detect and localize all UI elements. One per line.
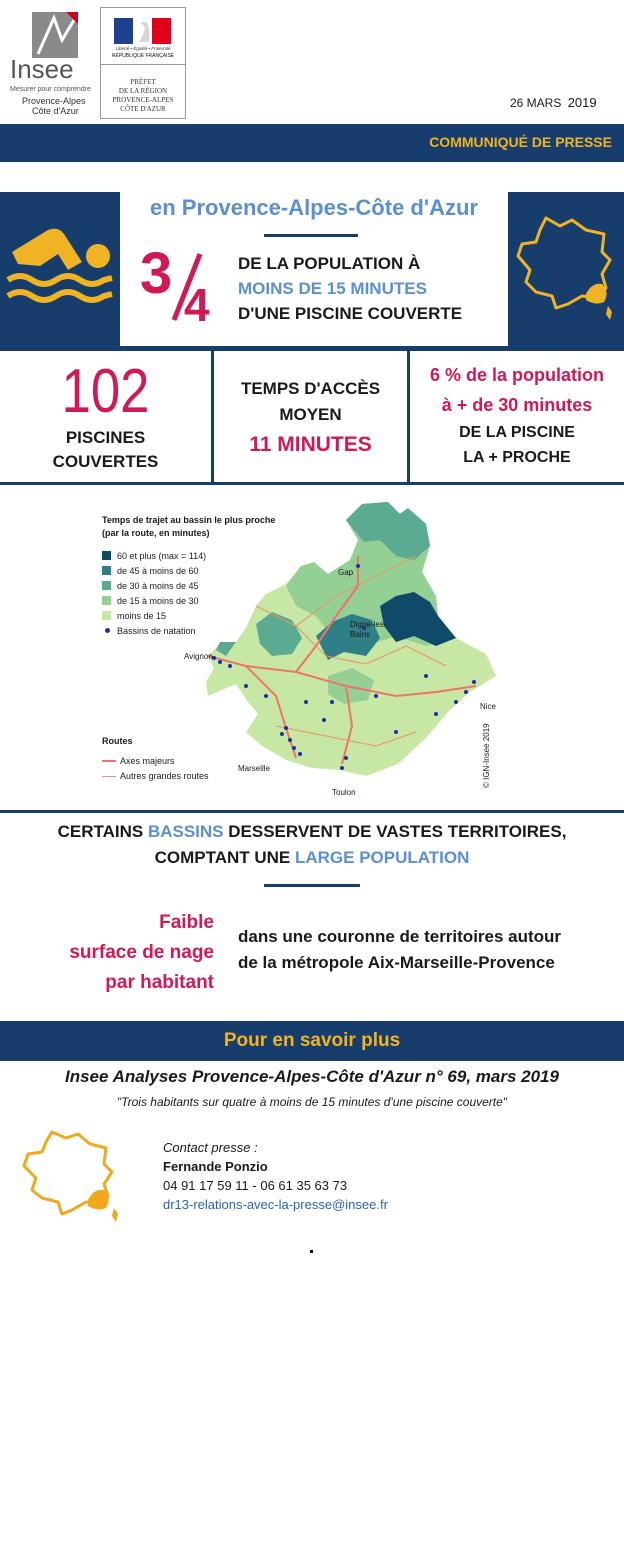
- france-map-icon: [512, 212, 618, 322]
- findings-line2: COMPTANT UNE LARGE POPULATION: [154, 848, 470, 867]
- findings-line1: CERTAINS BASSINS DESSERVENT DE VASTES TERRITOIRES,: [57, 822, 567, 841]
- headline-line2: MOINS DE 15 MINUTES: [238, 279, 427, 298]
- insee-region-2: Côte d'Azur: [32, 106, 79, 116]
- legend-swatch: [102, 566, 111, 575]
- headline-line3: D'UNE PISCINE COUVERTE: [238, 304, 463, 323]
- pool-count-value: 102: [61, 357, 150, 426]
- publication-title: Insee Analyses Provence-Alpes-Côte d'Azur n° 69, mars 2019: [65, 1067, 559, 1086]
- contact-block: [163, 1138, 388, 1214]
- contact-email-link[interactable]: dr13-relations-avec-la-presse@insee.fr: [163, 1197, 388, 1212]
- end-dot: [310, 1250, 313, 1253]
- insee-region-1: Provence-Alpes: [22, 96, 86, 106]
- fraction-numerator: 3: [140, 241, 173, 306]
- stat-far-population: [410, 352, 624, 470]
- press-banner-label: COMMUNIQUÉ DE PRESSE: [429, 134, 612, 150]
- faible-block: Faible surface de nage par habitant: [69, 912, 214, 993]
- city-marseille: Marseille: [238, 764, 271, 773]
- legend-swatch: [102, 581, 111, 590]
- map-figure: [96, 496, 536, 802]
- fraction-denominator: 4: [184, 279, 210, 331]
- prefet-text: PRÉFET DE LA RÉGION PROVENCE-ALPES CÔTE D'AZUR: [112, 78, 174, 113]
- city-digne: Digne-les-Bains: [350, 620, 387, 639]
- routes-title: Routes: [102, 736, 133, 746]
- contact-name: Fernande Ponzio: [163, 1159, 268, 1174]
- city-gap: Gap: [338, 568, 354, 577]
- access-value: 11 MINUTES: [249, 433, 372, 456]
- far-line1: 6 % de la population: [429, 365, 604, 385]
- findings-desc: dans une couronne de territoires autour de la métropole Aix-Marseille-Provence: [238, 927, 562, 972]
- stat-access-time: [214, 352, 407, 462]
- headline-line1: DE LA POPULATION À: [238, 254, 421, 273]
- other-road-icon: [102, 776, 116, 777]
- insee-name: Insee: [10, 54, 74, 84]
- legend-item: de 30 à moins de 45: [102, 578, 206, 593]
- city-avignon: Avignon: [184, 652, 213, 661]
- legend-item: 60 et plus (max = 114): [102, 548, 206, 563]
- marianne-icon: [101, 8, 185, 68]
- pool-dot-icon: [105, 628, 110, 633]
- access-label-1: TEMPS D'ACCÈS: [240, 379, 381, 398]
- stat-pool-count: [0, 352, 211, 474]
- access-label-2: MOYEN: [279, 405, 342, 424]
- rf-name: RÉPUBLIQUE FRANÇAISE: [111, 53, 175, 59]
- legend-swatch: [102, 596, 111, 605]
- legend-item: de 15 à moins de 30: [102, 593, 206, 608]
- far-line2: à + de 30 minutes: [441, 395, 593, 415]
- legend-item: de 45 à moins de 60: [102, 563, 206, 578]
- headline-region: en Provence-Alpes-Côte d'Azur: [150, 195, 478, 220]
- insee-tagline: Mesurer pour comprendre: [10, 86, 91, 93]
- city-nice: Nice: [480, 702, 497, 711]
- swimmer-icon: [6, 220, 114, 306]
- pool-count-label-1: PISCINES: [65, 428, 146, 447]
- legend-pools: Bassins de natation: [102, 623, 206, 638]
- map-legend: [102, 548, 206, 638]
- prefecture-logo: [100, 7, 186, 119]
- publication-quote: "Trois habitants sur quatre à moins de 15 minutes d'une piscine couverte": [116, 1095, 508, 1109]
- map-legend-title: Temps de trajet au bassin le plus proche (par la route, en minutes): [102, 515, 276, 538]
- press-banner: [0, 124, 624, 162]
- contact-phone: 04 91 17 59 11 - 06 61 35 63 73: [163, 1178, 348, 1193]
- route-major: Axes majeurs: [102, 756, 175, 766]
- contact-label: Contact presse :: [163, 1140, 258, 1155]
- city-toulon: Toulon: [332, 788, 356, 797]
- route-other: Autres grandes routes: [102, 771, 209, 781]
- legend-swatch: [102, 551, 111, 560]
- far-line3: DE LA PISCINE: [459, 424, 575, 441]
- pool-count-label-2: COUVERTES: [52, 452, 159, 471]
- release-date: 26 MARS 2019: [510, 95, 597, 110]
- legend-item: moins de 15: [102, 608, 206, 623]
- france-outline-icon: [20, 1128, 126, 1224]
- more-title: Pour en savoir plus: [223, 1030, 401, 1051]
- more-banner: [0, 1021, 624, 1061]
- map-credit: © IGN-Insee 2019: [482, 723, 491, 788]
- insee-logo: [8, 10, 92, 120]
- legend-swatch: [102, 611, 111, 620]
- far-line4: LA + PROCHE: [463, 449, 571, 466]
- headline-box: [120, 192, 508, 346]
- major-road-icon: [102, 760, 116, 762]
- rf-motto: Liberté • Égalité • Fraternité: [115, 46, 171, 51]
